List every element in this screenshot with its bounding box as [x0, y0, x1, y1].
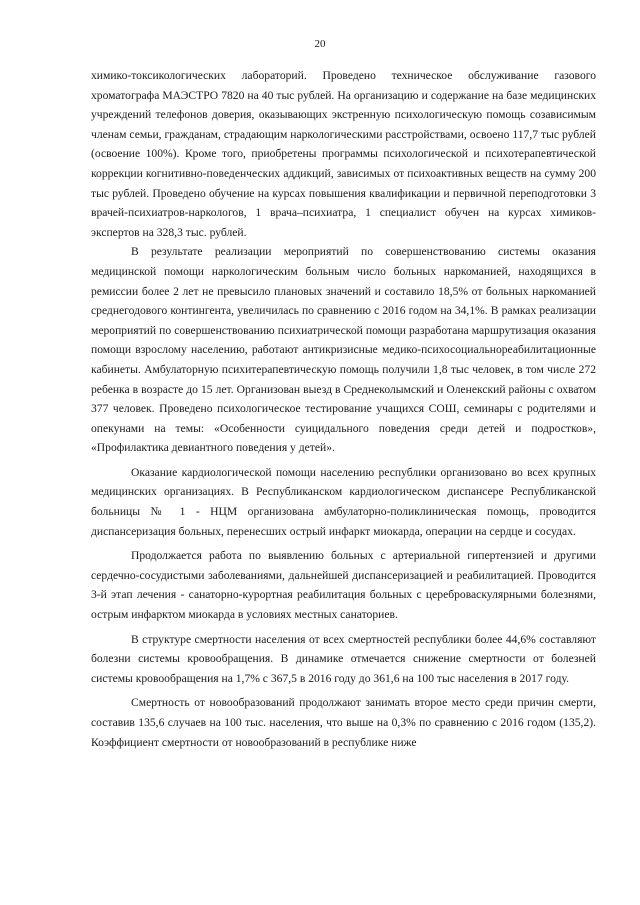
paragraph-1: химико-токсикологических лабораторий. Проведено техническое обслуживание газового хроматографа МАЭСТРО 7820 на 40 тыс рублей. На организацию и содержание на базе медицинских учреждений телефонов доверия, оказывающих экстренную психологическую помощь созависимым членам семьи, гражданам, страдающим наркологическими расстройствами, освоено 117,7 тыс рублей (освоение 100%). Кроме того, приобретены программы психологической и психотерапевтической коррекции когнитивно-поведенческих аддикций, зависимых от психоактивных веществ на сумму 200 тыс рублей. Проведено обучение на курсах повышения квалификации и первичной переподготовки 3 врачей-психиатров-наркологов, 1 врача–психиатра, 1 специалист обучен на курсах химиков-экспертов на 328,3 тыс. рублей. [91, 69, 596, 239]
paragraph-6: Смертность от новообразований продолжают занимать второе место среди причин смерти, составив 135,6 случаев на 100 тыс. населения, что выше на 0,3% по сравнению с 2016 годом (135,2). Коэффициент смертности от новообразований в республике ниже [91, 696, 596, 749]
paragraph-4: Продолжается работа по выявлению больных с артериальной гипертензией и другими сердечно-сосудистыми заболеваниями, дальнейшей диспансеризацией и реабилитацией. Проводится 3-й этап лечения - санаторно-курортная реабилитация больных с цереброваскулярными болезнями, острым инфарктом миокарда в условиях местных санаториев. [91, 549, 596, 622]
paragraph-3: Оказание кардиологической помощи населению республики организовано во всех крупных медицинских организациях. В Республиканском кардиологическом диспансере Республиканской больницы № 1 - НЦМ организована амбулаторно-поликлиническая помощь, проводится диспансеризация больных, перенесших острый инфаркт миокарда, операции на сердце и сосудах. [91, 465, 596, 538]
body-text [91, 66, 596, 752]
paragraph-2: В результате реализации мероприятий по совершенствованию системы оказания медицинской помощи наркологическим больным число больных наркоманией, находящихся в ремиссии более 2 лет не превысило плановых значений и составило 18,5% от больных наркоманией среднегодового контингента, увеличилась по сравнению с 2016 годом на 34,1%. В рамках реализации мероприятий по совершенствованию психиатрической помощи разработана маршрутизация оказания помощи взрослому населению, работают антикризисные медико-психосоциальнореабилитационные кабинеты. Амбулаторную психитерапевтическую помощь получили 1,8 тыс человек, в том числе 272 ребенка в возрасте до 15 лет. Организован выезд в Среднеколымский и Оленекский районы с охватом 377 человек. Проведено психологическое тестирование учащихся СОШ, семинары с родителями и опекунами на темы: «Особенности суицидального поведения среди детей и подростков», «Профилактика девиантного поведения у детей». [91, 245, 596, 455]
page-number: 20 [314, 38, 326, 50]
paragraph-5: В структуре смертности населения от всех смертностей республики более 44,6% составляют болезни системы кровообращения. В динамике отмечается снижение смертности от болезней системы кровообращения на 1,7% с 367,5 в 2016 году до 361,6 на 100 тыс населения в 2017 году. [91, 632, 596, 685]
